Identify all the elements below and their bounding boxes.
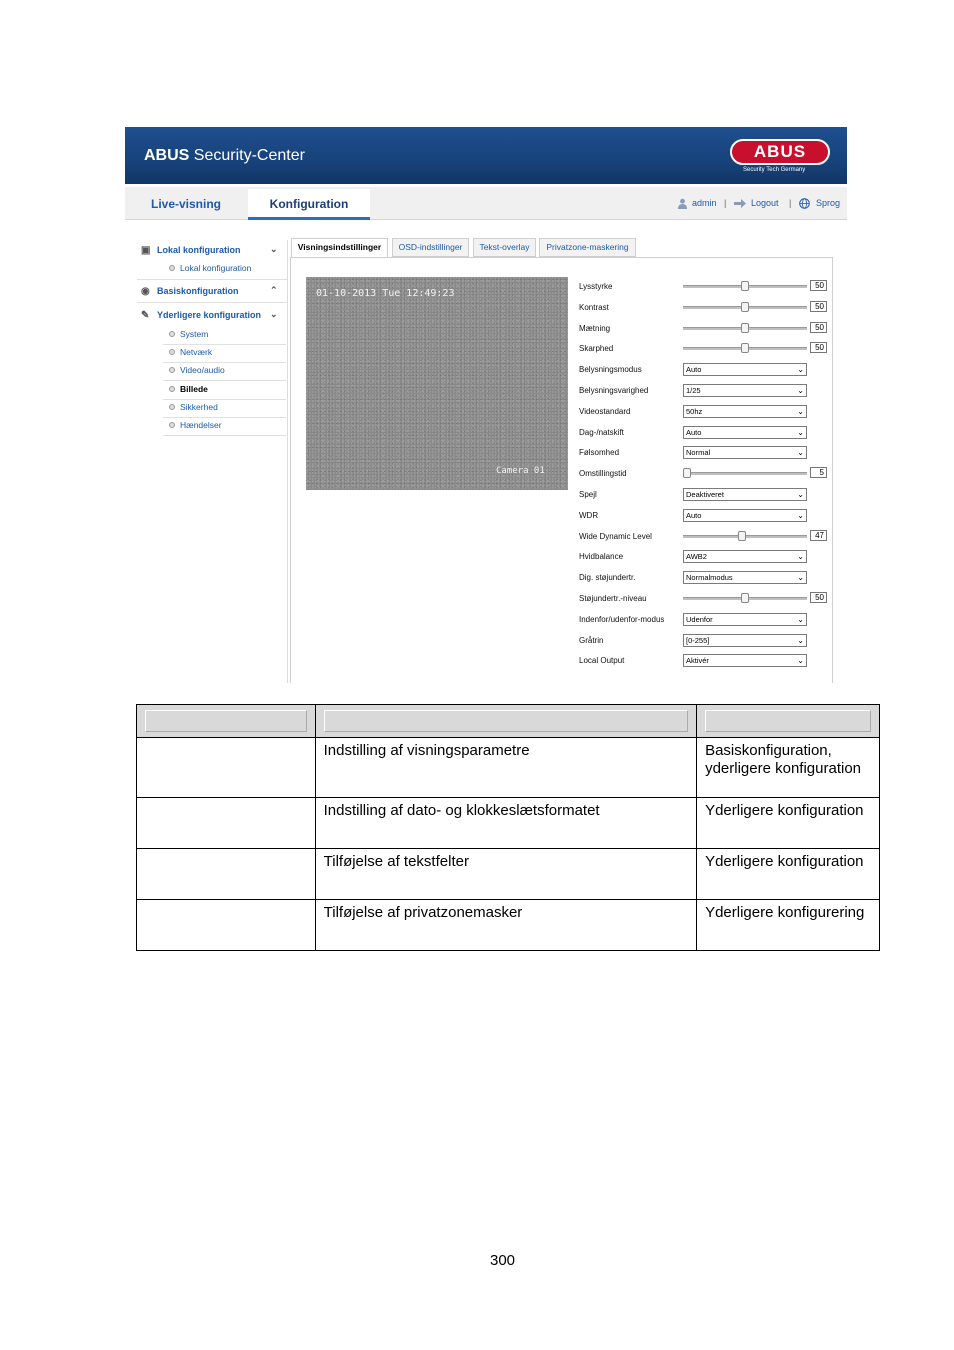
- slider-handle[interactable]: [741, 281, 749, 291]
- table-cell: [137, 738, 316, 798]
- app-title: ABUS Security-Center: [144, 147, 305, 164]
- table-header-row: [137, 705, 880, 738]
- setting-slider[interactable]: [683, 322, 807, 334]
- sidebar-section-label: Basiskonfiguration: [157, 286, 239, 296]
- chevron-down-icon: ⌄: [797, 386, 804, 395]
- tab-configuration[interactable]: Konfiguration: [248, 189, 370, 220]
- chevron-down-icon: ⌄: [797, 510, 804, 520]
- tab-live-view[interactable]: Live-visning: [150, 197, 221, 211]
- dropdown-value: [0-255]: [686, 635, 710, 645]
- logout-icon: [733, 198, 747, 209]
- divider: [137, 279, 287, 280]
- setting-label: Belysningsmodus: [579, 365, 642, 375]
- table-cell: Yderligere konfiguration: [697, 798, 880, 849]
- sidebar-item-events[interactable]: [163, 418, 286, 436]
- chevron-down-icon: ⌄: [797, 573, 804, 583]
- sidebar-item-label: System: [180, 329, 209, 339]
- chevron-down-icon: ⌄: [270, 244, 278, 254]
- setting-label: Wide Dynamic Level: [579, 531, 652, 541]
- sidebar-divider: [287, 240, 288, 683]
- slider-value-input[interactable]: 50: [810, 342, 827, 353]
- slider-handle[interactable]: [741, 323, 749, 333]
- language-link[interactable]: Sprog: [816, 198, 841, 208]
- nav-separator: |: [724, 198, 727, 208]
- setting-dropdown[interactable]: [683, 426, 807, 439]
- chevron-down-icon: ⌄: [797, 365, 804, 375]
- table-cell: [137, 900, 316, 951]
- wrench-icon: ✎: [141, 310, 150, 321]
- setting-label: Dig. støjundertr.: [579, 573, 636, 583]
- setting-slider[interactable]: [683, 530, 807, 542]
- chevron-down-icon: ⌄: [797, 406, 804, 416]
- disk-icon: ◉: [141, 286, 150, 297]
- dropdown-value: Udenfor: [686, 614, 713, 624]
- slider-value-input[interactable]: 50: [810, 322, 827, 333]
- logo-tagline: Security Tech Germany: [743, 167, 806, 173]
- table-row: [137, 900, 880, 951]
- sidebar-item-local-config[interactable]: [163, 261, 286, 279]
- setting-label: WDR: [579, 510, 599, 520]
- table-cell: Yderligere konfiguration: [697, 849, 880, 900]
- setting-dropdown[interactable]: [683, 634, 807, 647]
- setting-label: Skarphed: [579, 344, 614, 354]
- tab-osd-settings[interactable]: OSD-indstillinger: [392, 238, 469, 257]
- table-cell: Indstilling af dato- og klokkeslætsformatet: [315, 798, 696, 849]
- nav-separator: |: [789, 198, 792, 208]
- setting-label: Indenfor/udenfor-modus: [579, 614, 665, 624]
- chevron-down-icon: ⌄: [270, 309, 278, 319]
- sidebar-item-label: Sikkerhed: [180, 402, 218, 412]
- sidebar-item-label: Netværk: [180, 347, 213, 357]
- sidebar-item-system[interactable]: [163, 327, 286, 345]
- setting-label: Omstillingstid: [579, 469, 627, 479]
- table-header-cell: [315, 705, 696, 738]
- chevron-down-icon: ⌄: [797, 614, 804, 624]
- setting-dropdown[interactable]: [683, 488, 807, 501]
- sidebar-section-label: Yderligere konfiguration: [157, 310, 262, 320]
- table-cell: Basiskonfiguration, yderligere konfiguration: [697, 738, 880, 798]
- table-cell: Indstilling af visningsparametre: [315, 738, 696, 798]
- tab-privacy-mask[interactable]: Privatzone-maskering: [539, 238, 636, 257]
- setting-label: Støjundertr.-niveau: [579, 594, 647, 603]
- slider-value-input[interactable]: 50: [810, 592, 827, 603]
- setting-dropdown[interactable]: [683, 571, 807, 584]
- setting-dropdown[interactable]: [683, 384, 807, 397]
- tab-text-overlay[interactable]: Tekst-overlay: [473, 238, 536, 257]
- chevron-down-icon: ⌄: [797, 427, 804, 437]
- table-header-cell: [697, 705, 880, 738]
- setting-label: Spejl: [579, 490, 597, 499]
- sidebar-item-label: Billede: [180, 384, 208, 394]
- sidebar-item-network[interactable]: [163, 345, 286, 363]
- chevron-down-icon: ⌄: [797, 552, 804, 562]
- sidebar-item-label: Lokal konfiguration: [180, 263, 252, 273]
- chevron-down-icon: ⌄: [797, 448, 804, 458]
- dropdown-value: 1/25: [686, 386, 701, 395]
- logout-link[interactable]: Logout: [751, 198, 779, 208]
- setting-dropdown[interactable]: [683, 405, 807, 418]
- bullet-icon: [169, 367, 175, 373]
- setting-label: Mætning: [579, 323, 611, 333]
- osd-camera-name: Camera 01: [496, 466, 545, 476]
- dropdown-value: Auto: [686, 510, 702, 520]
- setting-dropdown[interactable]: [683, 363, 807, 376]
- security-center-screenshot: [125, 127, 847, 683]
- bullet-icon: [169, 331, 175, 337]
- table-cell: Yderligere konfigurering: [697, 900, 880, 951]
- sidebar-item-security[interactable]: [163, 400, 286, 418]
- user-icon: [677, 198, 688, 209]
- slider-handle[interactable]: [738, 531, 746, 541]
- setting-label: Lysstyrke: [579, 282, 613, 291]
- setting-dropdown[interactable]: [683, 509, 807, 522]
- setting-slider[interactable]: [683, 301, 807, 313]
- slider-handle[interactable]: [741, 302, 749, 312]
- slider-handle[interactable]: [683, 468, 691, 478]
- dropdown-value: Normal: [686, 448, 711, 458]
- slider-value-input[interactable]: 5: [810, 467, 827, 478]
- chevron-down-icon: ⌄: [797, 635, 804, 645]
- feature-table: [136, 704, 880, 951]
- slider-value-input[interactable]: 50: [810, 280, 827, 291]
- setting-slider[interactable]: [683, 592, 807, 604]
- header-banner: [125, 127, 847, 184]
- setting-slider[interactable]: [683, 467, 807, 479]
- setting-dropdown[interactable]: [683, 613, 807, 626]
- slider-handle[interactable]: [741, 593, 749, 603]
- setting-label: Local Output: [579, 656, 625, 666]
- tab-display-settings[interactable]: Visningsindstillinger: [291, 238, 388, 258]
- slider-handle[interactable]: [741, 343, 749, 353]
- divider: [137, 302, 287, 303]
- dropdown-value: Auto: [686, 427, 702, 437]
- setting-label: Belysningsvarighed: [579, 386, 649, 395]
- table-cell: Tilføjelse af tekstfelter: [315, 849, 696, 900]
- dropdown-value: Normalmodus: [686, 573, 733, 583]
- setting-slider[interactable]: [683, 342, 807, 354]
- table-cell: Tilføjelse af privatzonemasker: [315, 900, 696, 951]
- setting-label: Følsomhed: [579, 448, 620, 458]
- table-row: [137, 738, 880, 798]
- setting-dropdown[interactable]: [683, 446, 807, 459]
- bullet-icon: [169, 349, 175, 355]
- setting-label: Hvidbalance: [579, 552, 624, 562]
- osd-timestamp: 01-10-2013 Tue 12:49:23: [316, 288, 455, 299]
- globe-icon: [799, 198, 810, 209]
- main-nav: [125, 187, 847, 220]
- setting-label: Dag-/natskift: [579, 427, 624, 437]
- chevron-down-icon: ⌄: [797, 656, 804, 666]
- setting-label: Videostandard: [579, 406, 631, 416]
- abus-logo: ABUS: [730, 139, 830, 165]
- slider-value-input[interactable]: 47: [810, 530, 827, 541]
- setting-dropdown[interactable]: [683, 654, 807, 667]
- sidebar-section-label: Lokal konfiguration: [157, 245, 241, 255]
- slider-value-input[interactable]: 50: [810, 301, 827, 312]
- bullet-icon: [169, 386, 175, 392]
- table-cell: [137, 798, 316, 849]
- dropdown-value: Aktivér: [686, 656, 709, 666]
- dropdown-value: 50hz: [686, 406, 703, 416]
- slider-track[interactable]: [683, 472, 807, 475]
- setting-label: Gråtrin: [579, 635, 604, 645]
- table-cell: [137, 849, 316, 900]
- table-header-cell: [137, 705, 316, 738]
- chevron-down-icon: ⌄: [797, 490, 804, 499]
- page-number: 300: [490, 1252, 516, 1269]
- setting-slider[interactable]: [683, 280, 807, 292]
- bullet-icon: [169, 404, 175, 410]
- monitor-icon: ▣: [141, 245, 151, 256]
- dropdown-value: Deaktiveret: [686, 490, 724, 499]
- sidebar-item-label: Video/audio: [180, 365, 225, 375]
- sidebar-item-image[interactable]: [163, 382, 286, 400]
- bullet-icon: [169, 265, 175, 271]
- camera-preview: [306, 277, 568, 490]
- table-row: [137, 798, 880, 849]
- dropdown-value: AWB2: [686, 552, 707, 562]
- chevron-up-icon: ⌃: [270, 285, 278, 295]
- sidebar-item-video-audio[interactable]: [163, 363, 286, 381]
- setting-dropdown[interactable]: [683, 550, 807, 563]
- user-name[interactable]: admin: [692, 198, 717, 208]
- bullet-icon: [169, 422, 175, 428]
- table-row: [137, 849, 880, 900]
- dropdown-value: Auto: [686, 365, 702, 375]
- setting-label: Kontrast: [579, 302, 609, 312]
- sidebar-item-label: Hændelser: [180, 420, 222, 430]
